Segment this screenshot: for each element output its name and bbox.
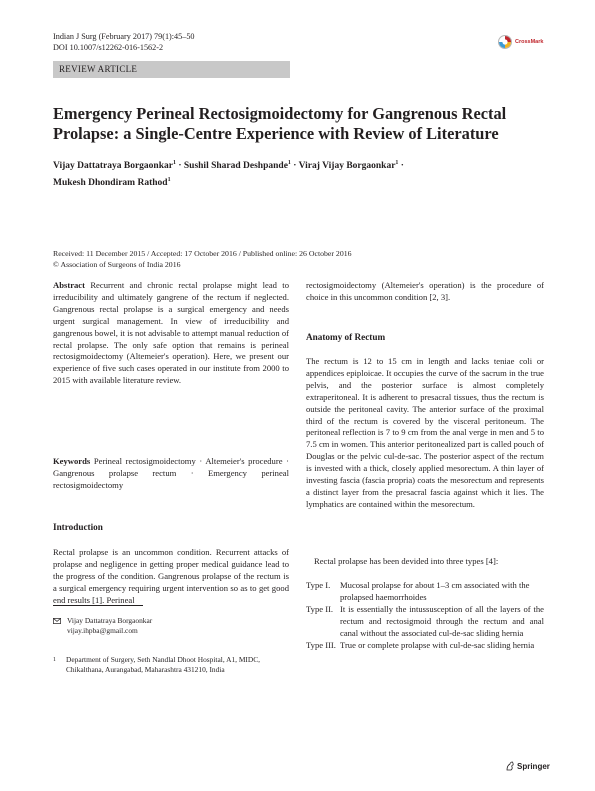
journal-line: Indian J Surg (February 2017) 79(1):45–50 — [53, 32, 195, 41]
affiliation-marker: 1 — [172, 160, 176, 166]
list-item — [306, 604, 544, 640]
list-item — [306, 640, 544, 652]
title-line: Prolapse: a Single-Centre Experience with Review of Literature — [53, 124, 499, 143]
publisher-name: Springer — [517, 761, 550, 771]
list-item — [306, 580, 544, 604]
type-text: Mucosal prolapse for about 1–3 cm associated with the prolapsed haemorrhoides — [340, 580, 530, 602]
journal-citation — [53, 31, 195, 53]
crossmark-label: CrossMark — [515, 39, 544, 45]
article-type-banner — [53, 61, 290, 78]
crossmark-icon — [498, 35, 512, 49]
history-dates: Received: 11 December 2015 / Accepted: 17 October 2016 / Published online: 26 October 2016 — [53, 249, 352, 258]
type-label: Type II. — [306, 603, 334, 614]
correspondence-note — [53, 616, 289, 636]
keywords-section — [53, 456, 289, 492]
affiliation-note — [53, 655, 289, 675]
affiliation-text: Department of Surgery, Seth Nandlal Dhoot Hospital, A1, MIDC, Chikalthana, Aurangabad, Maharashtra 431210, India — [66, 655, 260, 674]
types-intro: Rectal prolapse has been devided into three types [4]: — [314, 556, 499, 566]
author-name[interactable]: Mukesh Dhondiram Rathod — [53, 178, 168, 189]
anatomy-heading: Anatomy of Rectum — [306, 332, 386, 342]
article-type-label: REVIEW ARTICLE — [59, 64, 138, 74]
publisher-logo — [505, 761, 550, 771]
prolapse-types-list — [306, 580, 544, 651]
footnote-divider — [53, 605, 143, 606]
article-title — [53, 104, 553, 144]
type-text: True or complete prolapse with cul-de-sac sliding hernia — [340, 639, 535, 650]
introduction-text: Rectal prolapse is an uncommon condition. Recurrent attacks of prolapse and negligence in getting proper medical guidance lead to the progress of the condition. Gangrenous prolapse of the rectum is a surgical emergency requiring urgent intervention so as to get good end results [1]. Perineal — [53, 547, 289, 605]
abstract-text: Recurrent and chronic rectal prolapse might lead to irreducibility and ultimately gangrene of the rectum if neglected. Gangrenous rectal prolapse is a surgical emergency and needs urgent surgical management. In view of irreducibility and gangrenous bowel, it is not advisable to attempt manual reduction of rectal prolapse. The only safe option that remains is perineal rectosigmoidectomy (Altemeier's operation). Here, we present our experience of five such cases operated in our institute from 2000 to 2015 with available literature review. — [53, 280, 289, 386]
abstract-label: Abstract — [53, 280, 85, 290]
springer-horse-icon — [505, 761, 515, 771]
keywords-text: Perineal rectosigmoidectomy · Altemeier's procedure · Gangrenous prolapse rectum · Emergency perineal rectosigmoidectomy — [53, 456, 289, 490]
title-line: Emergency Perineal Rectosigmoidectomy for Gangrenous Rectal — [53, 104, 507, 123]
anatomy-text: The rectum is 12 to 15 cm in length and lacks teniae coli or appendices epiploicae. It occupies the curve of the sacrum in the true pelvis, and the posterior surface is almost completely extraperitoneal. It is adherent to presacral tissues, thus the rectum is outside the peritoneal cavity. The anterior surface of the proximal third of the rectum is covered by the visceral peritoneum. The peritoneal reflection is 7 to 9 cm from the anal verge in men and 5 to 7.5 cm in women. This anterior peritonealized part is called pouch of Douglas or the pelvic cul-de-sac. The posterior aspect of the rectum is invested with a thick, closely applied mesorectum. A thin layer of investing fascia (fascia propria) coats the mesorectum and represents a distinct layer from the presacral fascia against which it lies. The lymphatics are contained within the mesorectum. — [306, 356, 544, 509]
crossmark-badge[interactable] — [498, 35, 543, 49]
type-text: It is essentially the intussusception of all the layers of the rectum and rectosigmoid through the rectum and anal canal without the associated cul-de-sac sliding hernia — [340, 603, 544, 638]
publication-history — [53, 249, 352, 270]
affiliation-marker: 1 — [167, 177, 171, 184]
author-name[interactable]: Vijay Dattatraya Borgaonkar — [53, 161, 173, 172]
correspondence-name: Vijay Dattatraya Borgaonkar — [67, 616, 153, 625]
affiliation-marker: 1 — [287, 160, 291, 166]
affiliation-number: 1 — [53, 657, 56, 663]
type-label: Type III. — [306, 639, 336, 650]
intro-continuation: rectosigmoidectomy (Altemeier's operation) is the procedure of choice in this uncommon condition [2, 3]. — [306, 280, 544, 302]
affiliation-marker: 1 — [395, 160, 399, 166]
correspondence-email[interactable]: vijay.ihpba@gmail.com — [67, 626, 138, 635]
author-name[interactable]: · Sushil Sharad Deshpande — [178, 161, 288, 172]
doi-line[interactable]: DOI 10.1007/s12262-016-1562-2 — [53, 43, 164, 52]
copyright-line: © Association of Surgeons of India 2016 — [53, 259, 181, 269]
envelope-icon — [53, 617, 61, 636]
introduction-heading: Introduction — [53, 522, 103, 532]
abstract-section — [53, 280, 289, 387]
author-name[interactable]: · Viraj Vijay Borgaonkar — [293, 161, 396, 172]
type-label: Type I. — [306, 580, 331, 590]
author-list: Vijay Dattatraya Borgaonkar$^1$ · Sushil Sharad Deshpande$^1$ · Viraj Vijay Borgaonkar$^1$ · Mukesh Dhondiram Rathod$^1$ — [53, 160, 404, 189]
keywords-label: Keywords — [53, 456, 91, 466]
